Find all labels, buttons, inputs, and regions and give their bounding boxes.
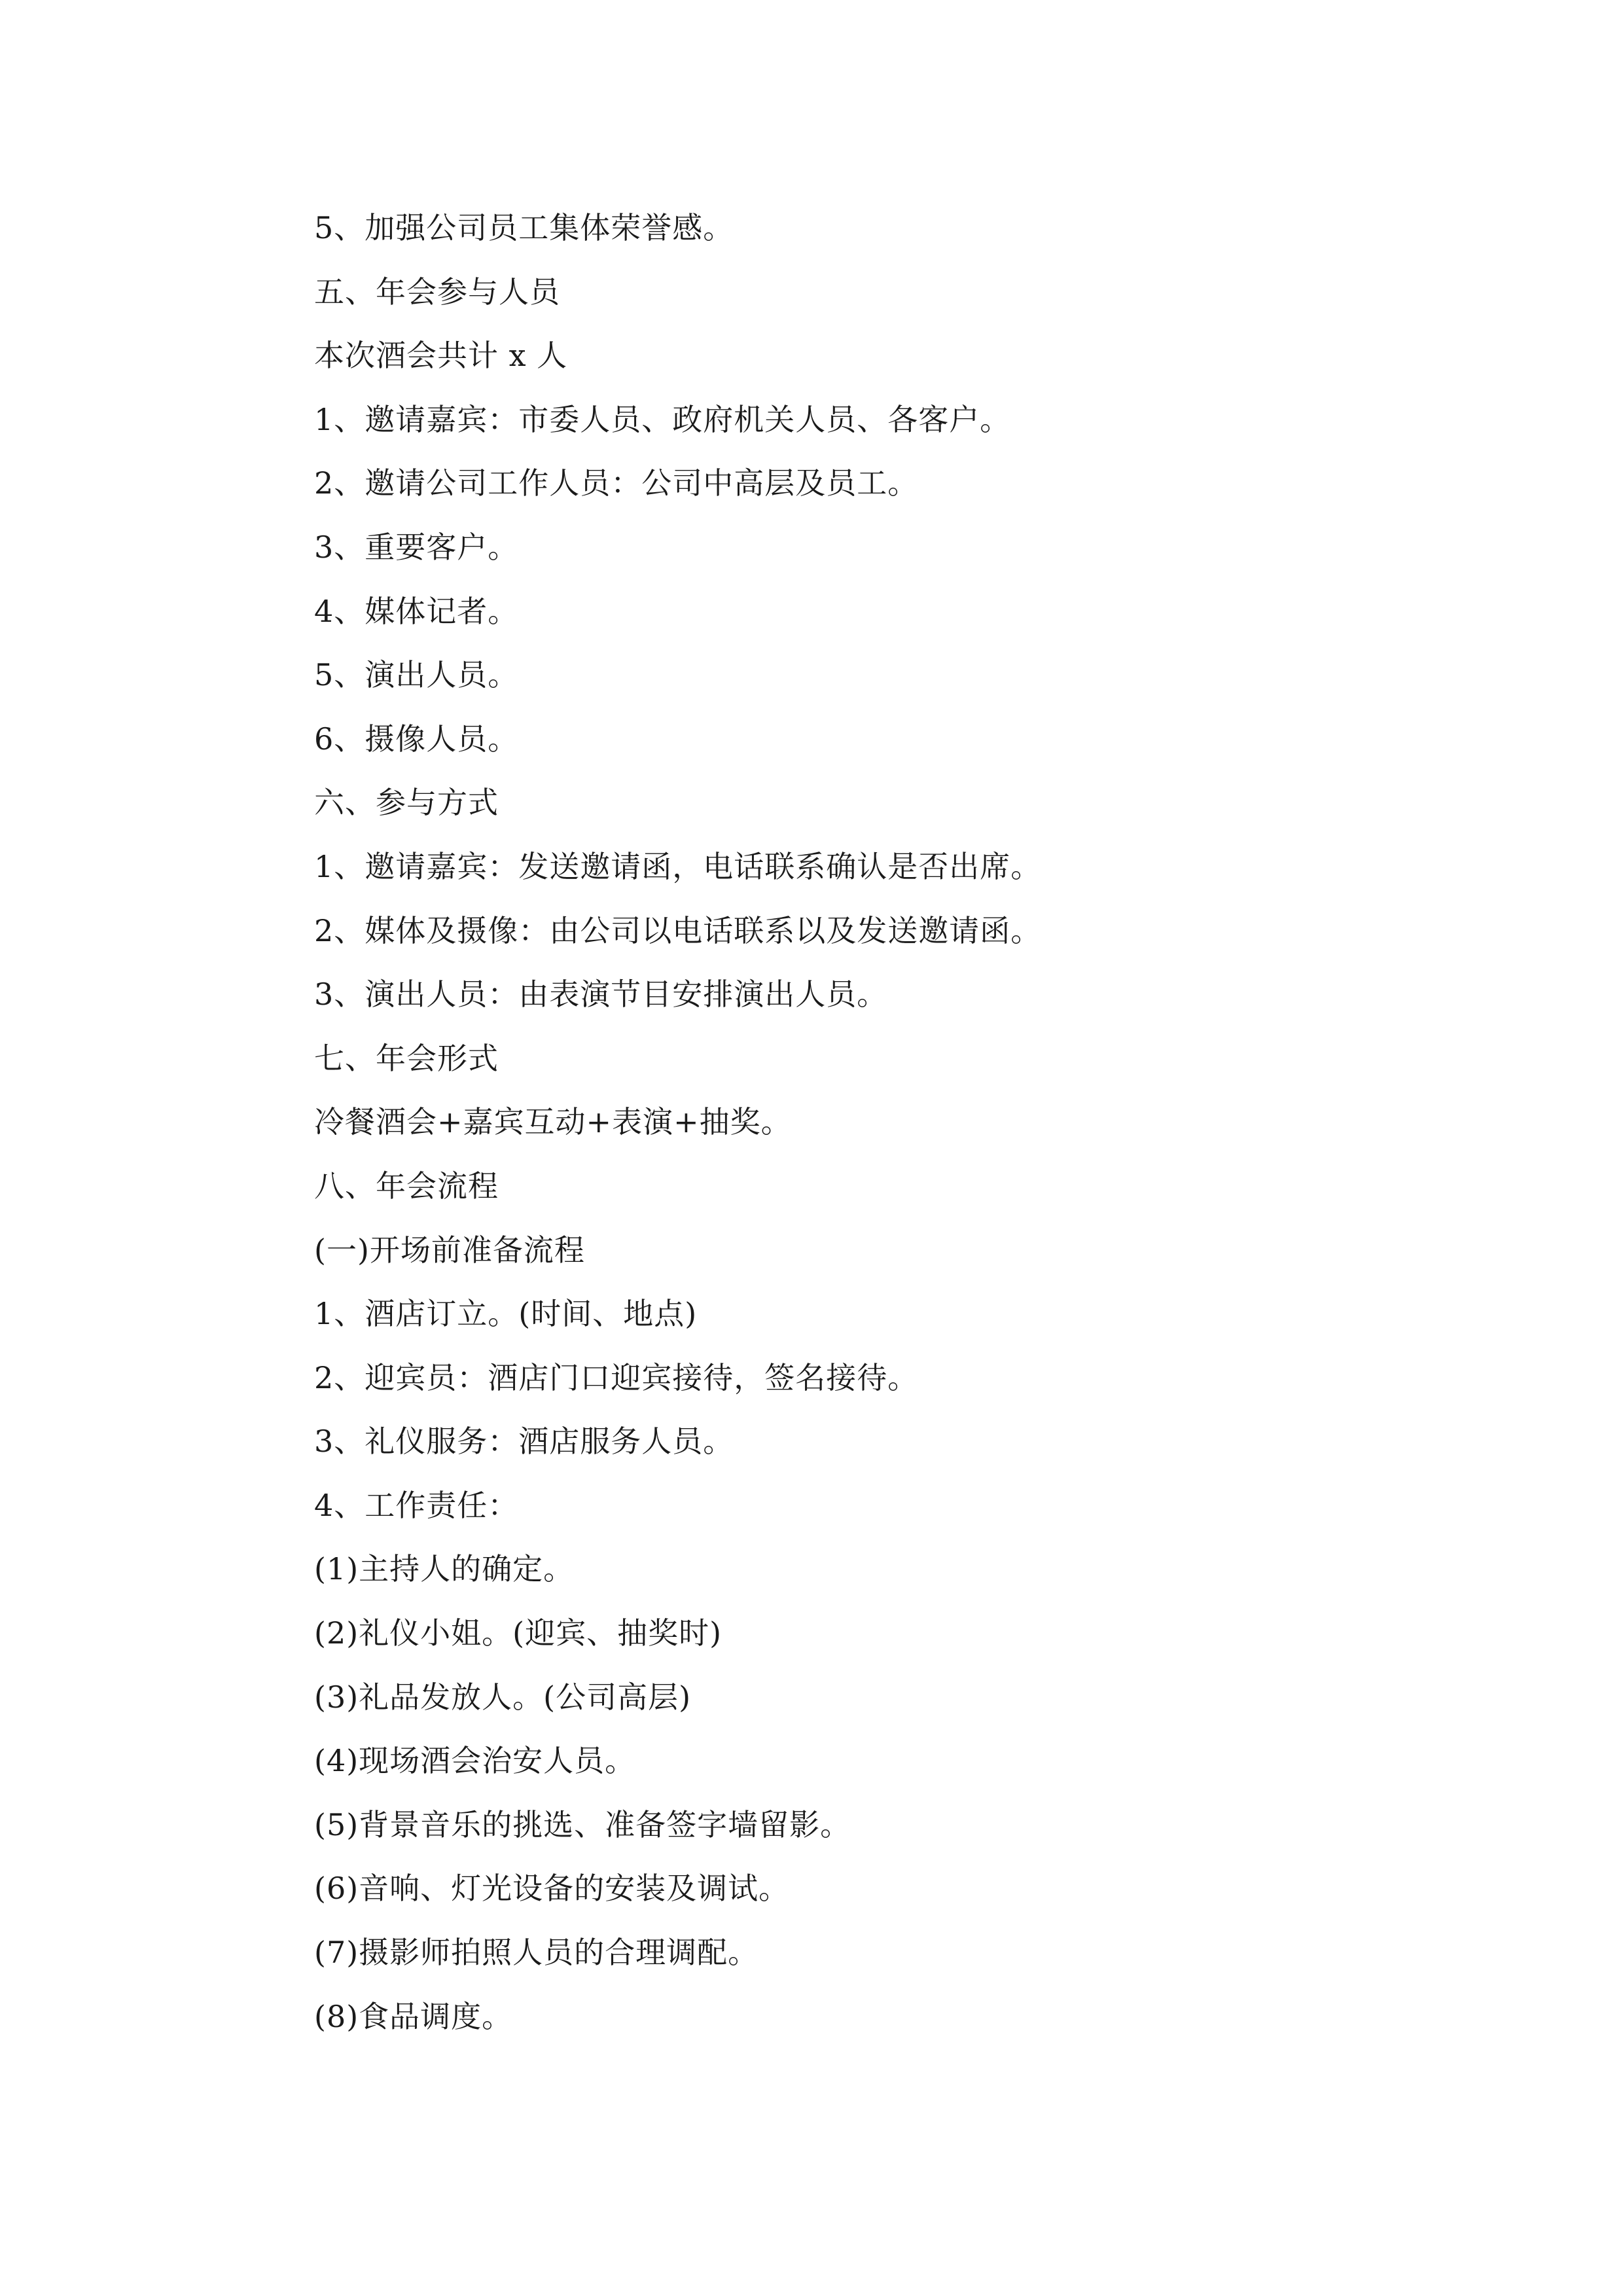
text-line: 1、酒店订立。(时间、地点) (314, 1296, 698, 1332)
text-line: 2、媒体及摄像：由公司以电话联系以及发送邀请函。 (314, 912, 1042, 948)
text-line: 4、媒体记者。 (314, 593, 519, 629)
text-line: 本次酒会共计 x 人 (314, 338, 568, 374)
text-line: 6、摄像人员。 (314, 721, 519, 757)
text-line: (8)食品调度。 (314, 1998, 513, 2034)
text-line: 1、邀请嘉宾：发送邀请函，电话联系确认是否出席。 (314, 848, 1042, 884)
section-heading: 五、年会参与人员 (314, 274, 560, 310)
section-heading: 六、参与方式 (314, 785, 499, 821)
text-line: 3、礼仪服务：酒店服务人员。 (314, 1424, 734, 1460)
text-line: (3)礼品发放人。(公司高层) (314, 1679, 692, 1715)
text-line: (2)礼仪小姐。(迎宾、抽奖时) (314, 1615, 722, 1651)
text-line: 3、演出人员：由表演节目安排演出人员。 (314, 977, 888, 1013)
text-line: (5)背景音乐的挑选、准备签字墙留影。 (314, 1806, 851, 1842)
text-line: (6)音响、灯光设备的安装及调试。 (314, 1871, 790, 1907)
subsection-heading: (一)开场前准备流程 (314, 1232, 585, 1268)
text-line: 5、演出人员。 (314, 657, 519, 693)
text-line: 2、邀请公司工作人员：公司中高层及员工。 (314, 465, 919, 501)
text-line: 2、迎宾员：酒店门口迎宾接待，签名接待。 (314, 1359, 919, 1395)
section-heading: 七、年会形式 (314, 1040, 499, 1076)
text-line: 4、工作责任： (314, 1487, 519, 1523)
document-body (314, 202, 1361, 2054)
text-line: 5、加强公司员工集体荣誉感。 (314, 210, 734, 245)
text-line: 1、邀请嘉宾：市委人员、政府机关人员、各客户。 (314, 401, 1011, 437)
section-heading: 八、年会流程 (314, 1168, 499, 1204)
text-line: (4)现场酒会治安人员。 (314, 1743, 636, 1779)
text-line: (1)主持人的确定。 (314, 1551, 575, 1587)
text-line: 3、重要客户。 (314, 529, 519, 565)
text-line: (7)摄影师拍照人员的合理调配。 (314, 1935, 759, 1971)
text-line: 冷餐酒会+嘉宾互动+表演+抽奖。 (314, 1104, 792, 1140)
